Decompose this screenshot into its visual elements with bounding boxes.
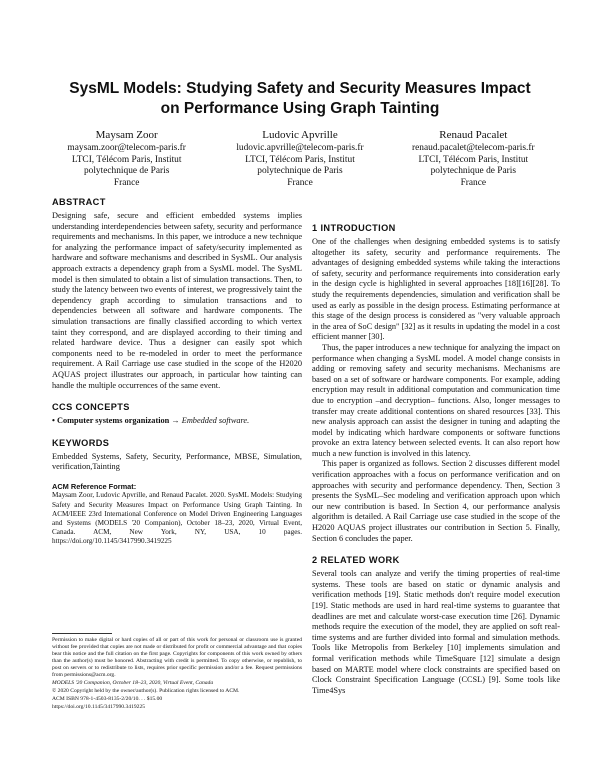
title-line-1: SysML Models: Studying Safety and Security Measures Impact bbox=[69, 80, 531, 97]
ccs-concepts bbox=[52, 416, 302, 427]
ccs-category: • Computer systems organization bbox=[52, 416, 170, 426]
acm-reference-text: Maysam Zoor, Ludovic Apvrille, and Renaud Pacalet. 2020. SysML Models: Studying Safety and Security Measures Impact on Performance Using Graph Tainting. In ACM/IEEE 23rd International Conference on Model Driven Engineering Languages and Systems (MODELS '20 Companion), October 18–23, 2020, Virtual Event, Canada. ACM, New York, NY, USA, 10 pages. https://doi.org/10.1145/3417990.3419225 bbox=[52, 491, 302, 546]
intro-paragraph-1: One of the challenges when designing embedded systems is to satisfy altogether its safety, security and performance requirements. The advantages of designing embedded systems while taking the interactions of safety, security and performance requirements into consideration early in the design cycle is highlighted in several approaches [18][16][28]. To study the requirements dependencies, simulation and verification shall be used as early as possible in the design process. Estimating performance at this stage of the design process is considered as "very valuable approach in the area of SoC design" [32] as it results in updating the model in a cost efficient manner [30]. bbox=[312, 237, 560, 342]
title-line-2: on Performance Using Graph Tainting bbox=[160, 100, 440, 117]
author-country: France bbox=[460, 177, 487, 188]
author-block bbox=[40, 128, 560, 189]
author-affiliation: LTCI, Télécom Paris, Institut bbox=[71, 154, 182, 165]
author-affiliation: polytechnique de Paris bbox=[83, 166, 170, 177]
intro-paragraph-2: Thus, the paper introduces a new technique for analyzing the impact on performance when changing a SysML model. A model change consists in adding or removing safety and security mechanisms. Mechanisms are based on a set of software or hardware components. For example, adding encryption may result in additional computation and communication time due to encryption –and decryption– functions. Also, longer messages to transfer may create additional contentions on shared resources [33]. This new analysis approach can assist the designer in tuning and adapting the model by indicating which hardware components or software functions provoke an extra latency between selected events. It can also report how much a new function is involved in this latency. bbox=[312, 342, 560, 458]
author-email: renaud.pacalet@telecom-paris.fr bbox=[412, 143, 535, 153]
author-country: France bbox=[113, 177, 140, 188]
author-country: France bbox=[287, 177, 313, 188]
abstract-text: Designing safe, secure and efficient embedded systems implies understanding interdependencies between safety, security and performance requirements and mechanisms. In this paper, we introduce a new technique for analyzing the performance impact of safety/security implemented as hardware and software mechanisms and described in SysML. Our analysis approach extracts a dependency graph from a SysML model. The SysML model is then simulated to obtain a list of simulation transactions. Then, to study the latency between two events of interest, we progressively taint the dependency graph according to simulation transactions and to dependencies between all software and hardware components. The simulation transactions are finally classified according to which vertex taint they correspond, and are displayed according to their timing and related hardware device. Thus a designer can easily spot which components need to be re-modeled in order to meet the performance requirement. A Rail Carriage use case studied in the scope of the H2020 AQUAS project illustrates our approach, in particular how tainting can handle the multiple occurrences of the same event. bbox=[52, 211, 302, 390]
intro-paragraph-3: This paper is organized as follows. Section 2 discusses different model verification approaches with a focus on performance verification and on approaches with security and performance dependency. Then, Section 3 presents the SysML–Sec modeling and verification approach upon which our new contribution is based. In Section 4, our performance analysis algorithm is detailed. A Rail Carriage use case studied in the scope of the H2020 AQUAS project illustrates our contribution in Section 5. Finally, Section 6 concludes the paper. bbox=[312, 459, 560, 543]
introduction-heading: 1 INTRODUCTION bbox=[312, 223, 396, 233]
author-3 bbox=[387, 128, 560, 189]
right-column bbox=[312, 222, 560, 696]
paper-title bbox=[40, 79, 560, 119]
footnote-rule bbox=[52, 633, 112, 634]
author-name: Ludovic Apvrille bbox=[262, 129, 338, 141]
isbn-line: ACM ISBN 978-1-4503-8135-2/20/10. . . $15.00 bbox=[52, 696, 163, 702]
author-affiliation: LTCI, Télécom Paris, Institut bbox=[418, 154, 529, 165]
author-affiliation: LTCI, Télécom Paris, Institut bbox=[245, 154, 355, 165]
ccs-heading: CCS CONCEPTS bbox=[52, 402, 130, 413]
author-email: ludovic.apvrille@telecom-paris.fr bbox=[236, 143, 364, 153]
author-name: Renaud Pacalet bbox=[439, 129, 508, 141]
copyright-footnote bbox=[52, 637, 302, 711]
acm-reference-heading: ACM Reference Format: bbox=[52, 481, 137, 491]
left-column bbox=[52, 196, 302, 547]
venue-line: MODELS '20 Companion, October 18–23, 2020, Virtual Event, Canada bbox=[52, 680, 214, 686]
author-2 bbox=[213, 128, 386, 189]
permission-notice: Permission to make digital or hard copies of all or part of this work for personal or classroom use is granted without fee provided that copies are not made or distributed for profit or commercial advantage and that copies bear this notice and the full citation on the first page. Copyrights for components of this work owned by others than the author(s) must be honored. Abstracting with credit is permitted. To copy otherwise, or republish, to post on servers or to redistribute to lists, requires prior specific permission and/or a fee. Request permissions from permissions@acm.org. bbox=[52, 637, 302, 678]
keywords-heading: KEYWORDS bbox=[52, 437, 110, 448]
doi-link[interactable]: https://doi.org/10.1145/3417990.3419225 bbox=[52, 704, 146, 710]
abstract-heading: ABSTRACT bbox=[52, 197, 106, 207]
ccs-concept: Embedded software. bbox=[181, 416, 250, 426]
author-1 bbox=[40, 128, 213, 189]
related-paragraph-1: Several tools can analyze and verify the timing properties of real-time systems. These tools are based on static or dynamic analysis and verification methods [19]. Static methods don't require model execution [19]. Static methods are used in hard real-time systems to guarantee that deadlines are met and calculate worst-case execution time [26]. Dynamic methods require the execution of the model, they are applied on soft real-time systems and are further divided into formal and simulation methods. Tools like Metropolis from Berkeley [10] implements simulation and formal verification methods while TimeSquare [12] simulate a design based on MARTE model where clock constraints are specified based on Clock Constraint Specification Language (CCSL) [9]. Some tools like Time4Sys bbox=[312, 569, 560, 695]
ccs-arrow: → bbox=[169, 416, 182, 426]
author-email: maysam.zoor@telecom-paris.fr bbox=[67, 143, 186, 153]
author-affiliation: polytechnique de Paris bbox=[257, 166, 343, 177]
related-work-heading: 2 RELATED WORK bbox=[312, 555, 400, 566]
keywords-text: Embedded Systems, Safety, Security, Performance, MBSE, Simulation, verification,Tainting bbox=[52, 451, 302, 472]
author-name: Maysam Zoor bbox=[95, 129, 158, 141]
author-affiliation: polytechnique de Paris bbox=[430, 166, 517, 177]
copyright-line: © 2020 Copyright held by the owner/author(s). Publication rights licensed to ACM. bbox=[52, 688, 240, 694]
